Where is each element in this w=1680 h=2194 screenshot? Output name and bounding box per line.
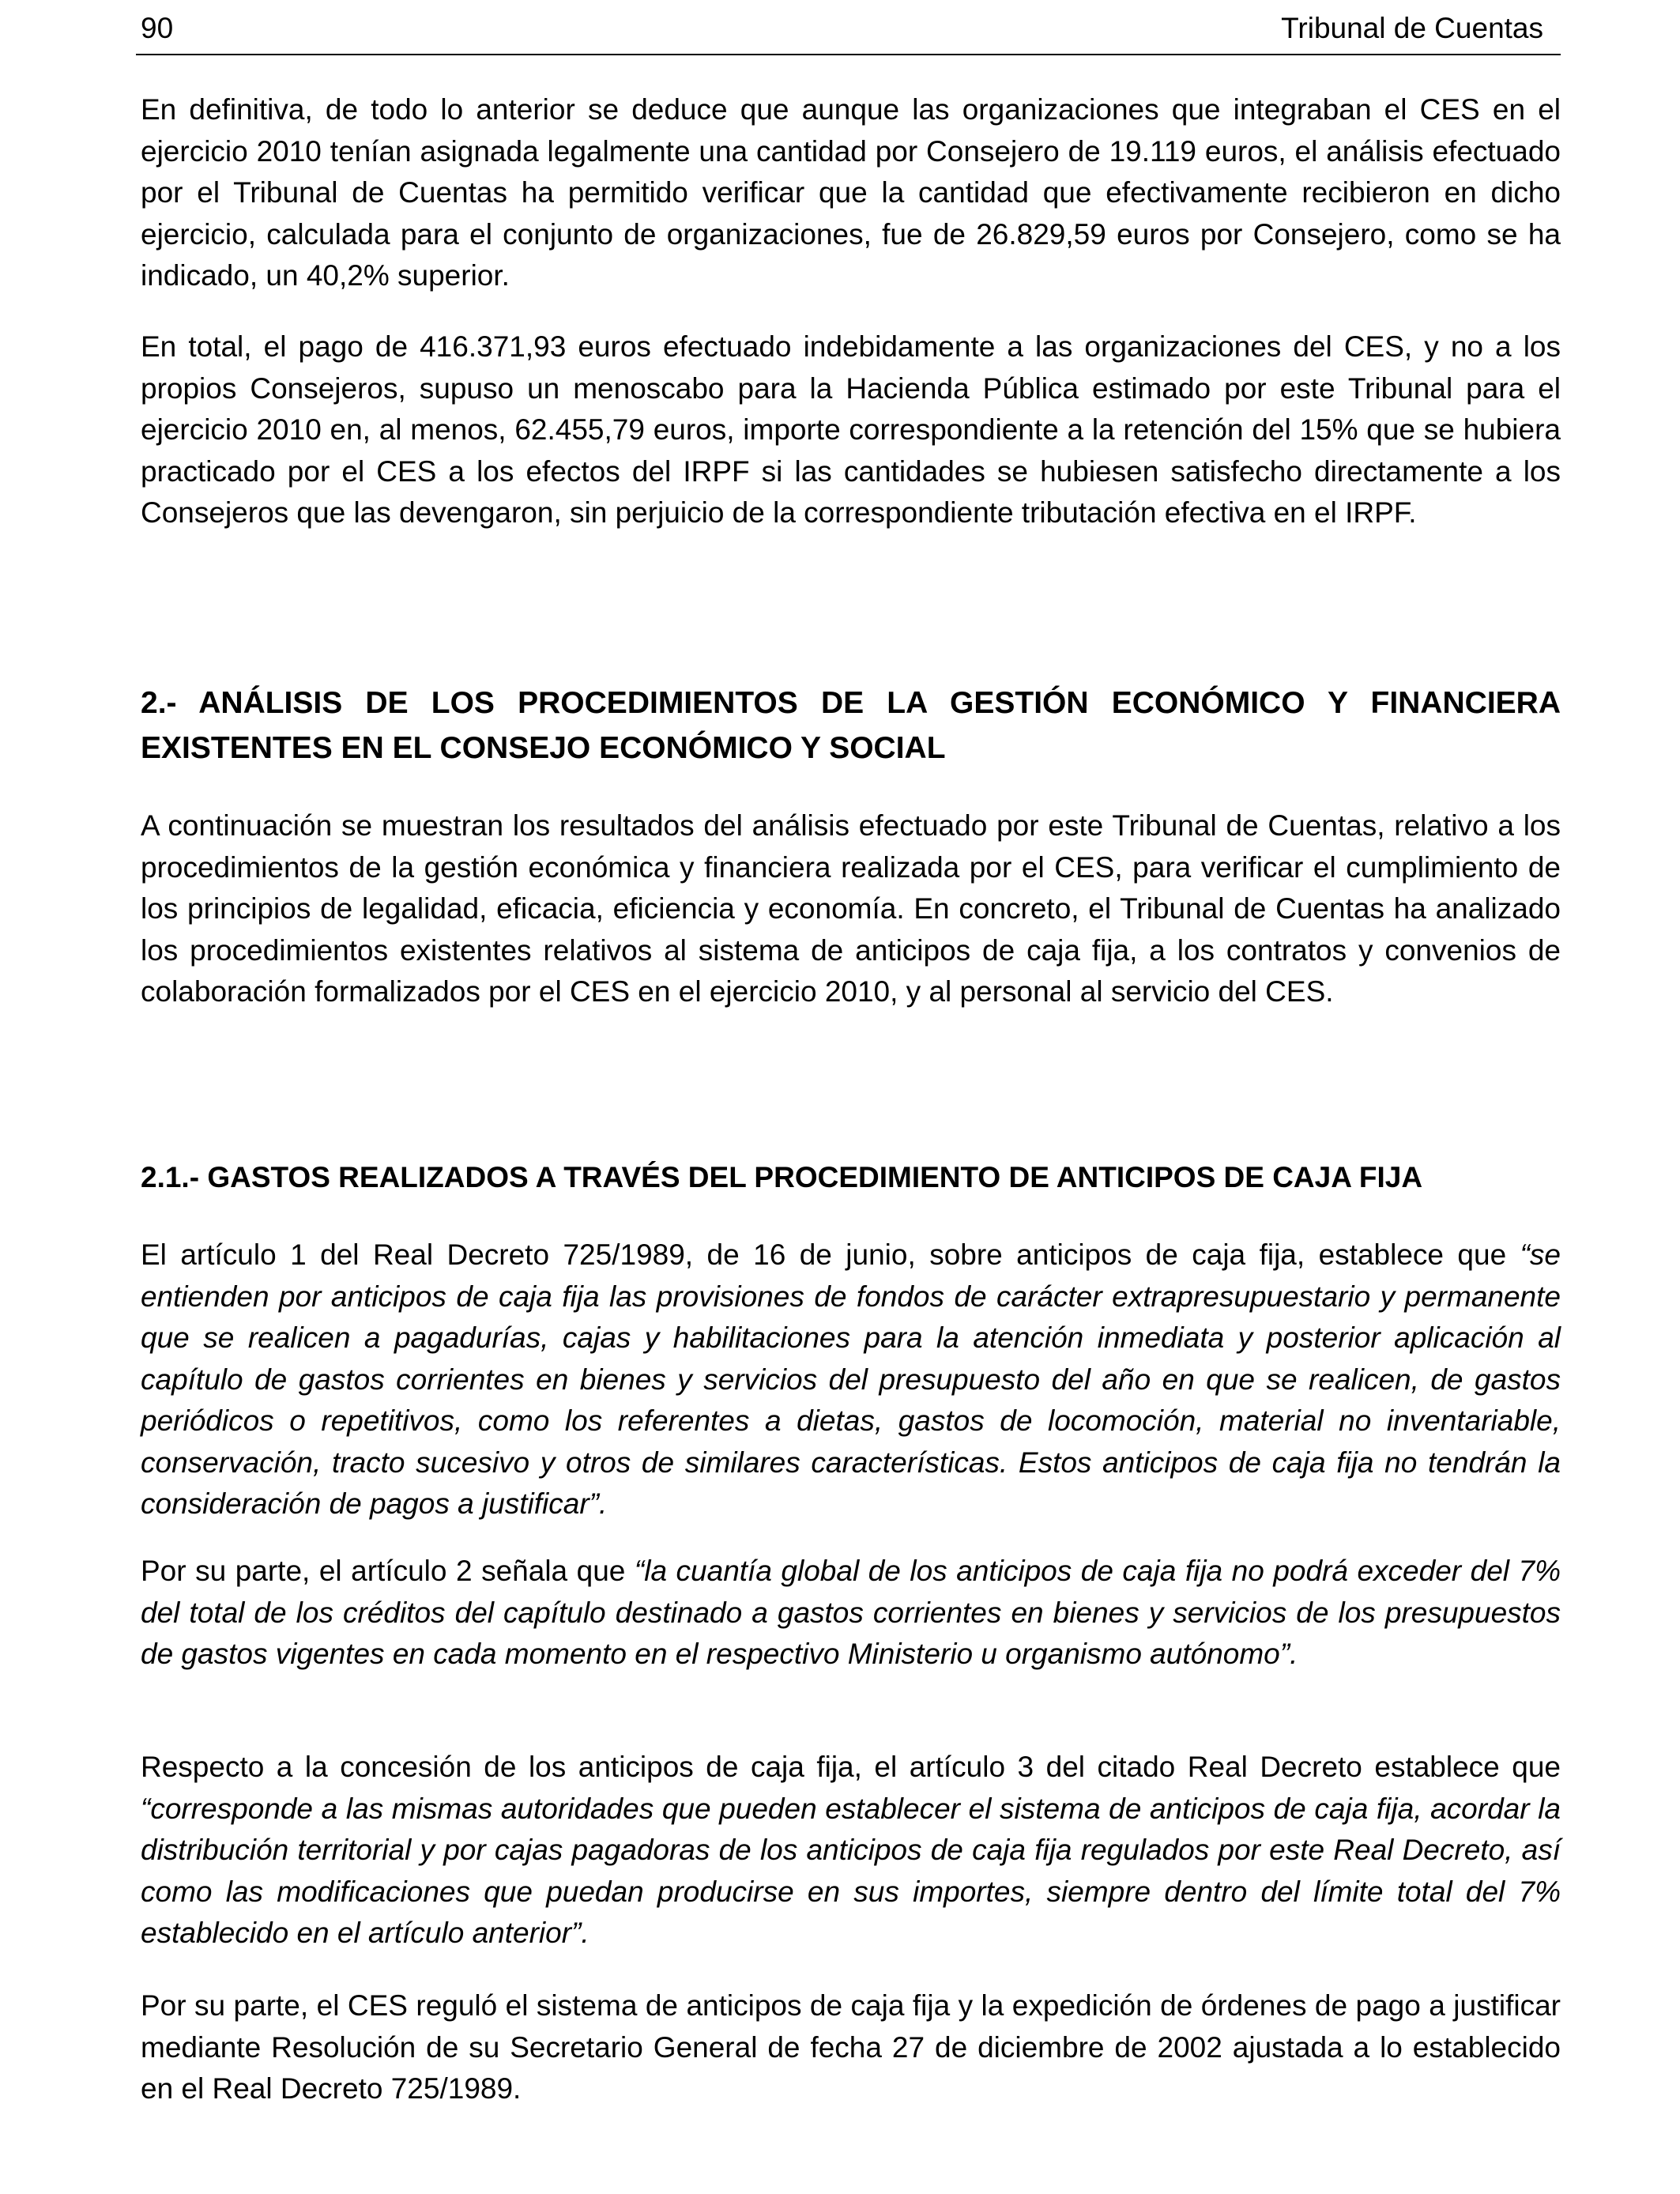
paragraph-1-text: En definitiva, de todo lo anterior se deduce que aunque las organizaciones que integraban el CES en el ejercicio 2010 tenían asignada legalmente una cantidad por Consejero de 19.119 euros, el análisis efectuado por el Tribunal de Cuentas ha permitido verificar que la cantidad que efectivamente recibieron en dicho ejercicio, calculada para el conjunto de organizaciones, fue de 26.829,59 euros por Consejero, como se ha indicado, un 40,2% superior.: [141, 93, 1561, 292]
paragraph-5-text: [141, 1551, 1561, 1676]
paragraph-6: [141, 1747, 1561, 1955]
paragraph-4-quote: “se entienden por anticipos de caja fija las provisiones de fondos de carácter extrapresupuestario y permanente que se realicen a pagadurías, cajas y habilitaciones para la atención inmediata y posterior aplicación al capítulo de gastos corrientes en bienes y servicios del presupuesto del año en que se realicen, de gastos periódicos o repetitivos, como los referentes a dietas, gastos de locomoción, material no inventariable, conservación, tracto sucesivo y otros de similares características. Estos anticipos de caja fija no tendrán la consideración de pagos a justificar”.: [141, 1238, 1561, 1520]
paragraph-5-quote: “la cuantía global de los anticipos de caja fija no podrá exceder del 7% del total de los créditos del capítulo destinado a gastos corrientes en bienes y servicios de los presupuestos de gastos vigentes en cada momento en el respectivo Ministerio u organismo autónomo”.: [141, 1555, 1561, 1670]
paragraph-2-text: En total, el pago de 416.371,93 euros efectuado indebidamente a las organizaciones del CES, y no a los propios Consejeros, supuso un menoscabo para la Hacienda Pública estimado por este Tribunal para el ejercicio 2010 en, al menos, 62.455,79 euros, importe correspondiente a la retención del 15% que se hubiera practicado por el CES a los efectos del IRPF si las cantidades se hubiesen satisfecho directamente a los Consejeros que las devengaron, sin perjuicio de la correspondiente tributación efectiva en el IRPF.: [141, 330, 1561, 529]
paragraph-1: [141, 89, 1561, 297]
section-2-1-heading-text: 2.1.- GASTOS REALIZADOS A TRAVÉS DEL PROCEDIMIENTO DE ANTICIPOS DE CAJA FIJA: [141, 1161, 1423, 1193]
paragraph-6-lead: Respecto a la concesión de los anticipos de caja fija, el artículo 3 del citado Real Decreto establece que: [141, 1751, 1561, 1783]
paragraph-4: [141, 1235, 1561, 1525]
section-2-heading: [141, 680, 1561, 771]
paragraph-4-text: [141, 1235, 1561, 1525]
paragraph-7: [141, 1985, 1561, 2110]
page-number: 90: [141, 12, 174, 44]
paragraph-7-text: Por su parte, el CES reguló el sistema de anticipos de caja fija y la expedición de órdenes de pago a justificar mediante Resolución de su Secretario General de fecha 27 de diciembre de 2002 ajustada a lo establecido en el Real Decreto 725/1989.: [141, 1989, 1561, 2105]
paragraph-5-lead: Por su parte, el artículo 2 señala que: [141, 1555, 635, 1587]
document-title: Tribunal de Cuentas: [1281, 12, 1543, 44]
paragraph-3-text: A continuación se muestran los resultados del análisis efectuado por este Tribunal de Cuentas, relativo a los procedimientos de la gestión económica y financiera realizada por el CES, para verificar el cumplimiento de los principios de legalidad, eficacia, eficiencia y economía. En concreto, el Tribunal de Cuentas ha analizado los procedimientos existentes relativos al sistema de anticipos de caja fija, a los contratos y convenios de colaboración formalizados por el CES en el ejercicio 2010, y al personal al servicio del CES.: [141, 809, 1561, 1008]
paragraph-2: [141, 326, 1561, 534]
paragraph-3: [141, 805, 1561, 1013]
paragraph-5: [141, 1551, 1561, 1676]
paragraph-4-lead: El artículo 1 del Real Decreto 725/1989, de 16 de junio, sobre anticipos de caja fija, establece que: [141, 1238, 1520, 1271]
page-header: [136, 9, 1561, 55]
paragraph-6-quote: “corresponde a las mismas autoridades que pueden establecer el sistema de anticipos de caja fija, acordar la distribución territorial y por cajas pagadoras de los anticipos de caja fija regulados por este Real Decreto, así como las modificaciones que puedan producirse en sus importes, siempre dentro del límite total del 7% establecido en el artículo anterior”.: [141, 1792, 1561, 1949]
paragraph-6-text: [141, 1747, 1561, 1955]
section-2-heading-text: 2.- ANÁLISIS DE LOS PROCEDIMIENTOS DE LA GESTIÓN ECONÓMICO Y FINANCIERA EXISTENTES EN EL CONSEJO ECONÓMICO Y SOCIAL: [141, 686, 1561, 765]
section-2-1-heading: [141, 1157, 1561, 1198]
